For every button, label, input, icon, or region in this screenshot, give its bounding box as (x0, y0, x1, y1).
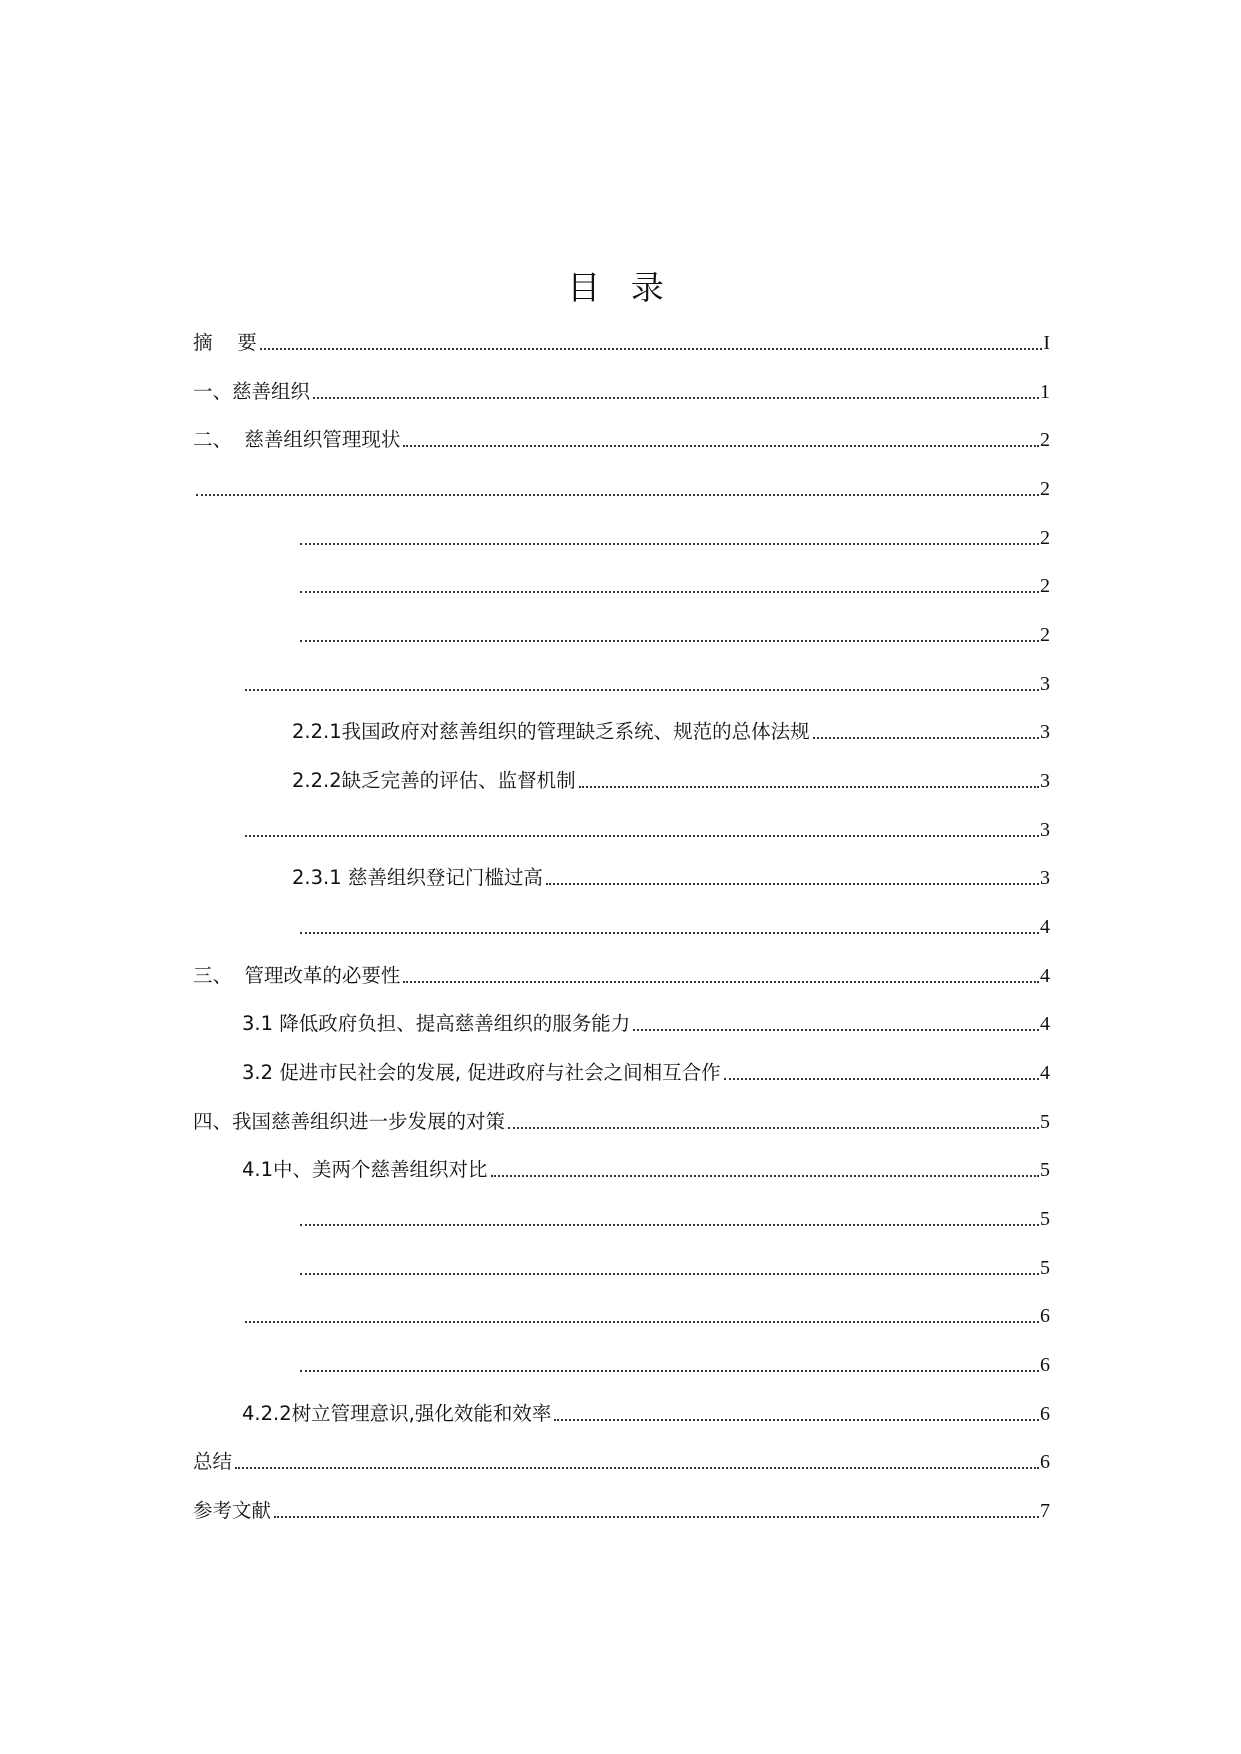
toc-entry-label: 2.2.2缺乏完善的评估、监督机制 (292, 769, 576, 792)
toc-entry-label: 3.1 降低政府负担、提高慈善组织的服务能力 (242, 1012, 631, 1035)
dot-leader (245, 835, 1039, 837)
toc-entry[interactable] (297, 1352, 1050, 1378)
toc-entry-page: 2 (1040, 429, 1050, 451)
toc-entry-label: 3.2 促进市民社会的发展, 促进政府与社会之间相互合作 (242, 1061, 721, 1084)
toc-entry-page: I (1043, 332, 1050, 354)
toc-entry-label: 参考文献 (193, 1499, 272, 1522)
toc-entry-page: 3 (1040, 721, 1050, 743)
dot-leader (633, 1029, 1039, 1031)
toc-entry[interactable] (193, 1498, 1050, 1524)
toc-entry-label: 四、我国慈善组织进一步发展的对策 (193, 1110, 506, 1133)
dot-leader (554, 1419, 1039, 1421)
toc-entry-label: 三、 管理改革的必要性 (193, 964, 401, 987)
toc-entry-label: 2.3.1 慈善组织登记门槛过高 (292, 866, 543, 889)
dot-leader (579, 786, 1039, 788)
toc-entry-label: 一、慈善组织 (193, 380, 311, 403)
toc-entry-page: 6 (1040, 1403, 1050, 1425)
toc-entry[interactable] (297, 573, 1050, 599)
toc-entry[interactable] (193, 963, 1050, 989)
dot-leader (245, 689, 1039, 691)
toc-entry[interactable] (193, 476, 1050, 502)
toc-entry-page: 5 (1040, 1257, 1050, 1279)
toc-entry-page: 2 (1040, 575, 1050, 597)
toc-entry-page: 3 (1040, 867, 1050, 889)
toc-entry-page: 7 (1040, 1500, 1050, 1522)
toc-entry-page: 2 (1040, 624, 1050, 646)
toc-entry-page: 4 (1040, 916, 1050, 938)
dot-leader (196, 494, 1039, 496)
toc-entry[interactable] (292, 865, 1050, 891)
toc-entry-page: 6 (1040, 1305, 1050, 1327)
toc-entry-label: 二、 慈善组织管理现状 (193, 428, 401, 451)
toc-entry-label: 2.2.1我国政府对慈善组织的管理缺乏系统、规范的总体法规 (292, 720, 810, 743)
toc-entry-page: 4 (1040, 1013, 1050, 1035)
dot-leader (245, 1321, 1039, 1323)
toc-entry-label: 摘 要 (193, 331, 257, 354)
toc-entry-page: 1 (1040, 381, 1050, 403)
dot-leader (235, 1467, 1039, 1469)
page-title: 目 录 (567, 268, 674, 307)
toc-entry-page: 6 (1040, 1451, 1050, 1473)
toc-entry-page: 5 (1040, 1208, 1050, 1230)
dot-leader (300, 640, 1039, 642)
toc-entry[interactable] (242, 1303, 1050, 1329)
dot-leader (313, 397, 1039, 399)
toc-entry-page: 3 (1040, 819, 1050, 841)
toc-entry-page: 5 (1040, 1111, 1050, 1133)
toc-entry-page: 3 (1040, 673, 1050, 695)
toc-entry-page: 5 (1040, 1159, 1050, 1181)
dot-leader (300, 543, 1039, 545)
toc-entry-page: 6 (1040, 1354, 1050, 1376)
dot-leader (508, 1127, 1039, 1129)
dot-leader (300, 591, 1039, 593)
dot-leader (403, 445, 1039, 447)
toc-entry-page: 2 (1040, 478, 1050, 500)
toc-entry[interactable] (242, 1401, 1050, 1427)
dot-leader (260, 348, 1043, 350)
dot-leader (403, 981, 1039, 983)
toc-entry[interactable] (242, 817, 1050, 843)
toc-entry[interactable] (193, 427, 1050, 453)
toc-entry[interactable] (242, 1060, 1050, 1086)
toc-entry-label: 总结 (193, 1450, 233, 1473)
toc-entry[interactable] (297, 914, 1050, 940)
toc-entry[interactable] (242, 671, 1050, 697)
toc-entry[interactable] (297, 1255, 1050, 1281)
dot-leader (813, 737, 1039, 739)
toc-entry-label: 4.1中、美两个慈善组织对比 (242, 1158, 488, 1181)
dot-leader (546, 883, 1039, 885)
toc-entry[interactable] (297, 525, 1050, 551)
toc-entry-label: 4.2.2树立管理意识,强化效能和效率 (242, 1402, 552, 1425)
toc-entry-page: 4 (1040, 1062, 1050, 1084)
toc-entry[interactable] (297, 1206, 1050, 1232)
toc-entry[interactable] (193, 1109, 1050, 1135)
dot-leader (300, 1370, 1039, 1372)
toc-entry[interactable] (193, 1449, 1050, 1475)
toc-entry-page: 2 (1040, 527, 1050, 549)
toc-entry[interactable] (193, 379, 1050, 405)
toc-entry[interactable] (193, 330, 1050, 356)
dot-leader (300, 932, 1039, 934)
toc-entry[interactable] (292, 768, 1050, 794)
toc-entry[interactable] (242, 1011, 1050, 1037)
toc-entry[interactable] (297, 622, 1050, 648)
toc-entry[interactable] (242, 1157, 1050, 1183)
toc-entry[interactable] (292, 719, 1050, 745)
dot-leader (300, 1224, 1039, 1226)
toc-entry-page: 3 (1040, 770, 1050, 792)
dot-leader (300, 1273, 1039, 1275)
toc-entry-page: 4 (1040, 965, 1050, 987)
dot-leader (724, 1078, 1039, 1080)
dot-leader (274, 1516, 1039, 1518)
dot-leader (491, 1175, 1039, 1177)
